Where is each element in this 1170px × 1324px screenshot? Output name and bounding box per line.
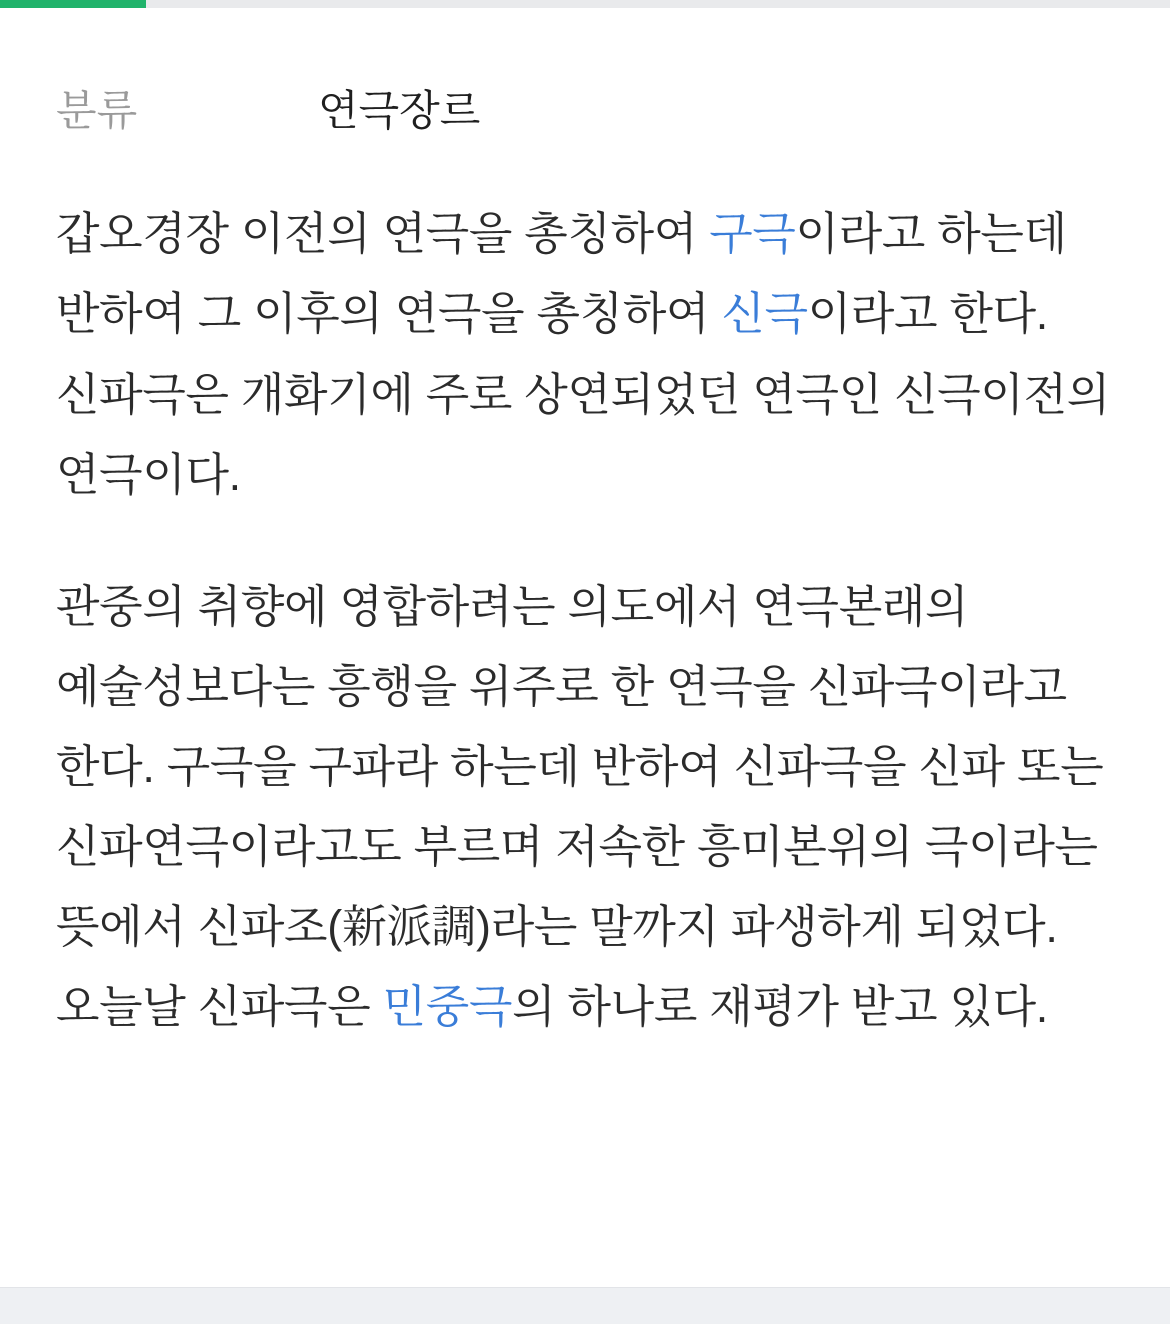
paragraph-1-segment-3: 이라고 한다. 신파극은 개화기에 주로 상연되었던 연극인 신극이전의 연극이다. bbox=[56, 288, 1110, 500]
paragraph-2-segment-2: 의 하나로 재평가 받고 있다. bbox=[512, 981, 1049, 1033]
reading-progress-fill bbox=[0, 0, 146, 8]
reading-progress-bar bbox=[0, 0, 1170, 8]
paragraph-1-segment-1: 갑오경장 이전의 연극을 총칭하여 bbox=[56, 208, 710, 260]
classification-label: 분류 bbox=[56, 87, 138, 134]
page-bottom-strip bbox=[0, 1287, 1170, 1324]
paragraph-1-segment-2: 이라고 하는데 반하여 그 이후의 연극을 총칭하여 bbox=[56, 208, 1067, 340]
classification-value: 연극장르 bbox=[318, 87, 481, 134]
link-singeuk[interactable]: 신극 bbox=[721, 288, 808, 340]
article-content bbox=[0, 8, 1170, 1047]
paragraph-2-segment-1: 관중의 취향에 영합하려는 의도에서 연극본래의 예술성보다는 흥행을 위주로 한 연극을 신파극이라고 한다. 구극을 구파라 하는데 반하여 신파극을 신파 또는 신파연극이라고도 부르며 저속한 흥미본위의 극이라는 뜻에서 신파조(新派調)라는 말까지 파생하게 되었다. 오늘날 신파극은 bbox=[56, 580, 1104, 1033]
article-paragraph-1 bbox=[56, 194, 1114, 514]
article-page bbox=[0, 8, 1170, 1324]
article-paragraph-2 bbox=[56, 567, 1114, 1048]
link-minjunggeuk[interactable]: 민중극 bbox=[382, 981, 513, 1033]
link-gugeuk[interactable]: 구극 bbox=[709, 208, 796, 260]
classification-row bbox=[56, 86, 1114, 136]
